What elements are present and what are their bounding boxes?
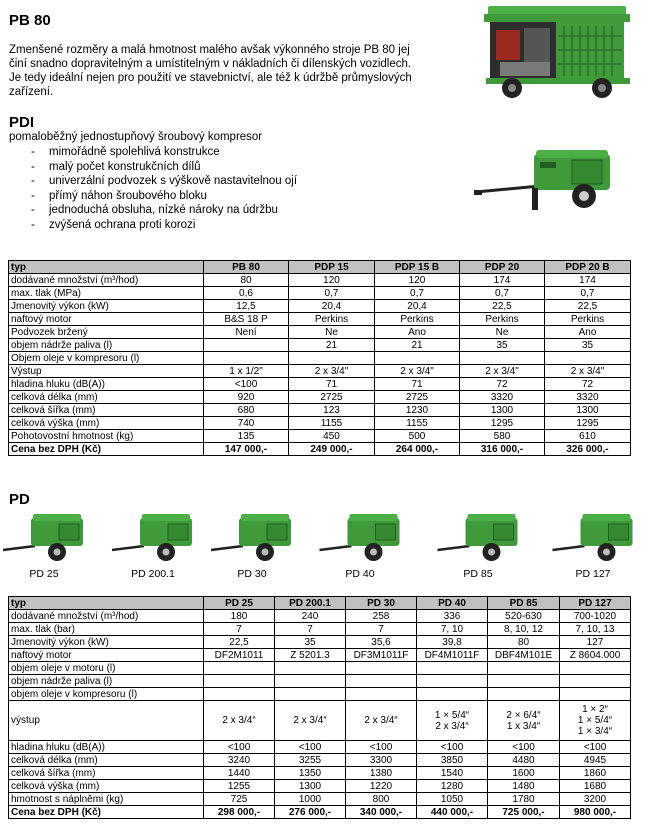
table-cell: 450 (289, 430, 375, 443)
table-cell (560, 662, 631, 675)
table-cell: 3850 (417, 754, 488, 767)
table-row (9, 417, 631, 430)
table-cell: 1220 (346, 780, 417, 793)
table-cell: 1 x 1/2" (204, 365, 289, 378)
row-label: hmotnost s náplněmi (kg) (9, 793, 204, 806)
pd-title: PD (9, 491, 30, 508)
table-row (9, 688, 631, 701)
row-label: celková výška (mm) (9, 780, 204, 793)
table-row (9, 675, 631, 688)
table-cell: 1255 (204, 780, 275, 793)
row-label: objem nádrže paliva (l) (9, 675, 204, 688)
table-cell: B&S 18 P (204, 313, 289, 326)
pd-model-caption: PD 30 (237, 568, 267, 580)
table-cell (275, 675, 346, 688)
table-cell: 21 (375, 339, 460, 352)
table-cell: 127 (560, 636, 631, 649)
price-cell: 326 000,- (545, 443, 631, 456)
pdi-feature-list (9, 145, 429, 232)
table-cell: 135 (204, 430, 289, 443)
price-cell: 725 000,- (488, 806, 560, 819)
column-header-model: PDP 20 (460, 261, 545, 274)
pdi-trailer-compressor-image (474, 140, 614, 214)
pdi-feature: - přímý náhon šroubového bloku (31, 189, 207, 202)
row-label: naftový motor (9, 313, 204, 326)
price-cell: 440 000,- (417, 806, 488, 819)
table-row (9, 339, 631, 352)
table-cell (417, 675, 488, 688)
table-cell (346, 662, 417, 675)
row-label: max. tlak (MPa) (9, 287, 204, 300)
table-cell: 7 (346, 623, 417, 636)
table-cell: 80 (488, 636, 560, 649)
row-label: naftový motor (9, 649, 204, 662)
pb80-description: Zmenšené rozměry a malá hmotnost malého avšak výkonného stroje PB 80 jej činí snadno dopravitelným a umístitelným v nákladních či dílenských vozidlech. Je tedy ideální nejen pro použití ve stavebnictví, ale též k údržbě průmyslových zařízení. (9, 44, 412, 98)
pdi-title: PDI (9, 114, 35, 131)
table-cell: 72 (545, 378, 631, 391)
column-header-model: PD 30 (346, 597, 417, 610)
column-header-typ: typ (9, 597, 204, 610)
column-header-model: PD 25 (204, 597, 275, 610)
table-cell: 2725 (289, 391, 375, 404)
table-cell (346, 675, 417, 688)
table-cell: 0,7 (375, 287, 460, 300)
table-cell: 2725 (375, 391, 460, 404)
table-cell: DF3M1011F (346, 649, 417, 662)
table-cell (275, 688, 346, 701)
table-cell: 4480 (488, 754, 560, 767)
table-row (9, 754, 631, 767)
table-header-row (9, 261, 631, 274)
table-cell: Perkins (289, 313, 375, 326)
table-cell: 4945 (560, 754, 631, 767)
table-cell: 1780 (488, 793, 560, 806)
price-label: Cena bez DPH (Kč) (9, 443, 204, 456)
table-cell: 1480 (488, 780, 560, 793)
table-cell: 258 (346, 610, 417, 623)
row-label: max. tlak (bar) (9, 623, 204, 636)
table-cell: 71 (289, 378, 375, 391)
price-row (9, 806, 631, 819)
table-cell: 12,5 (204, 300, 289, 313)
table-cell: Perkins (460, 313, 545, 326)
pd-trailer-compressor-image (108, 508, 198, 564)
table-cell (560, 688, 631, 701)
table-cell: 35,6 (346, 636, 417, 649)
pd-trailer-compressor-image (544, 508, 643, 564)
table-cell: Ne (460, 326, 545, 339)
table-cell: 0,6 (204, 287, 289, 300)
table-cell: 20,4 (289, 300, 375, 313)
table-cell (417, 688, 488, 701)
table-cell: <100 (346, 741, 417, 754)
table-cell: 120 (289, 274, 375, 287)
table-cell: 500 (375, 430, 460, 443)
table-cell: <100 (417, 741, 488, 754)
table-cell (375, 352, 460, 365)
table-cell: 725 (204, 793, 275, 806)
table-cell: 3300 (346, 754, 417, 767)
row-label: celková délka (mm) (9, 391, 204, 404)
table-row (9, 610, 631, 623)
row-label: dodávané množství (m³/hod) (9, 274, 204, 287)
table-row (9, 378, 631, 391)
table-cell: 7, 10 (417, 623, 488, 636)
table-cell: 22,5 (460, 300, 545, 313)
table-cell: 1 × 2“ 1 × 5/4“ 1 × 3/4“ (560, 701, 631, 741)
table-cell (204, 688, 275, 701)
table-cell: 1050 (417, 793, 488, 806)
table-cell: 1300 (460, 404, 545, 417)
table-cell: <100 (204, 741, 275, 754)
table-cell: 7 (204, 623, 275, 636)
table-cell (488, 675, 560, 688)
table-cell: <100 (560, 741, 631, 754)
table-cell: 2 x 3/4" (375, 365, 460, 378)
table-cell: 0,7 (545, 287, 631, 300)
row-label: Jmenovitý výkon (kW) (9, 636, 204, 649)
pd-model-caption: PD 85 (463, 568, 493, 580)
table-row (9, 741, 631, 754)
table-row (9, 326, 631, 339)
table-cell: 800 (346, 793, 417, 806)
table-cell: 1380 (346, 767, 417, 780)
table-cell: 740 (204, 417, 289, 430)
table-cell: 1350 (275, 767, 346, 780)
pdi-feature: - mimořádně spolehlivá konstrukce (31, 146, 220, 158)
row-label: objem oleje v kompresoru (l) (9, 688, 204, 701)
table-cell: 1 × 5/4“ 2 x 3/4“ (417, 701, 488, 741)
table-cell: 1680 (560, 780, 631, 793)
table-cell: 3255 (275, 754, 346, 767)
table-cell: 7 (275, 623, 346, 636)
table-cell: 610 (545, 430, 631, 443)
price-row (9, 443, 631, 456)
table-cell (204, 339, 289, 352)
pdi-subtitle: pomaloběžný jednostupňový šroubový kompresor (9, 131, 263, 143)
table-cell (289, 352, 375, 365)
table-row (9, 623, 631, 636)
table-row (9, 662, 631, 675)
table-cell: 3320 (545, 391, 631, 404)
table-cell (417, 662, 488, 675)
price-cell: 264 000,- (375, 443, 460, 456)
table-cell: <100 (488, 741, 560, 754)
row-label: Pohotovostní hmotnost (kg) (9, 430, 204, 443)
row-label: celková šířka (mm) (9, 404, 204, 417)
table-cell: Z 8604.000 (560, 649, 631, 662)
row-label: objem oleje v motoru (l) (9, 662, 204, 675)
table-cell (488, 688, 560, 701)
price-label: Cena bez DPH (Kč) (9, 806, 204, 819)
table-cell: 2 x 3/4“ (204, 701, 275, 741)
table-cell: 35 (460, 339, 545, 352)
price-cell: 298 000,- (204, 806, 275, 819)
price-cell: 147 000,- (204, 443, 289, 456)
table-cell (560, 675, 631, 688)
table-cell (460, 352, 545, 365)
table-cell: 72 (460, 378, 545, 391)
table-cell: 1300 (545, 404, 631, 417)
pdi-feature: - malý počet konstrukčních dílů (31, 160, 201, 173)
table-cell (275, 662, 346, 675)
price-cell: 980 000,- (560, 806, 631, 819)
table-cell: 3320 (460, 391, 545, 404)
pd-trailer-compressor-image (429, 508, 528, 564)
table-cell: 3240 (204, 754, 275, 767)
pdi-feature: - zvýšená ochrana proti korozi (31, 218, 196, 231)
column-header-model: PDP 15 (289, 261, 375, 274)
table-row (9, 404, 631, 417)
table-cell (488, 662, 560, 675)
table-cell: 2 × 6/4“ 1 x 3/4“ (488, 701, 560, 741)
table-cell: 1600 (488, 767, 560, 780)
table-row (9, 391, 631, 404)
pd-trailer-compressor-image (209, 508, 295, 564)
table-cell: 520-630 (488, 610, 560, 623)
table-cell: 680 (204, 404, 289, 417)
pd-model-caption: PD 200.1 (131, 568, 175, 580)
column-header-model: PD 40 (417, 597, 488, 610)
column-header-model: PD 200.1 (275, 597, 346, 610)
table-cell: 1440 (204, 767, 275, 780)
table-cell: 35 (275, 636, 346, 649)
row-label: Objem oleje v kompresoru (l) (9, 352, 204, 365)
table-cell: 180 (204, 610, 275, 623)
table-cell (204, 675, 275, 688)
column-header-typ: typ (9, 261, 204, 274)
table-cell: 1155 (375, 417, 460, 430)
pdi-feature: - jednoduchá obsluha, nízké nároky na údržbu (31, 204, 278, 216)
row-label: Jmenovitý výkon (kW) (9, 300, 204, 313)
table-cell: 1860 (560, 767, 631, 780)
spec-table-pd (8, 596, 631, 819)
table-row (9, 780, 631, 793)
pd-model-caption: PD 40 (345, 568, 375, 580)
price-cell: 276 000,- (275, 806, 346, 819)
price-cell: 249 000,- (289, 443, 375, 456)
table-cell (204, 352, 289, 365)
table-row (9, 313, 631, 326)
table-cell: 120 (375, 274, 460, 287)
table-cell: 336 (417, 610, 488, 623)
pd-trailer-compressor-image (313, 508, 408, 564)
price-cell: 340 000,- (346, 806, 417, 819)
pd-model-caption: PD 25 (29, 568, 59, 580)
table-row (9, 636, 631, 649)
table-cell: 1000 (275, 793, 346, 806)
table-cell: 123 (289, 404, 375, 417)
row-label: Podvozek bržený (9, 326, 204, 339)
row-label: výstup (9, 701, 204, 741)
pd-model-caption: PD 127 (575, 568, 611, 580)
table-cell: 2 x 3/4“ (346, 701, 417, 741)
column-header-model: PDP 20 B (545, 261, 631, 274)
table-cell: 2 x 3/4" (545, 365, 631, 378)
table-cell (545, 352, 631, 365)
table-cell: Není (204, 326, 289, 339)
table-cell: DBF4M101E (488, 649, 560, 662)
table-cell: 39,8 (417, 636, 488, 649)
table-row (9, 300, 631, 313)
table-row (9, 649, 631, 662)
table-cell: 35 (545, 339, 631, 352)
table-cell: <100 (204, 378, 289, 391)
row-label: hladina hluku (dB(A)) (9, 378, 204, 391)
table-cell: 580 (460, 430, 545, 443)
table-row (9, 793, 631, 806)
table-cell: Ano (375, 326, 460, 339)
table-cell: 80 (204, 274, 289, 287)
table-cell: 1230 (375, 404, 460, 417)
table-cell (346, 688, 417, 701)
table-cell: 1155 (289, 417, 375, 430)
table-cell: Perkins (545, 313, 631, 326)
table-cell: 22,5 (545, 300, 631, 313)
column-header-model: PB 80 (204, 261, 289, 274)
spec-table-pdp (8, 260, 631, 456)
table-cell: 21 (289, 339, 375, 352)
table-cell: 920 (204, 391, 289, 404)
table-row (9, 287, 631, 300)
table-row (9, 767, 631, 780)
table-header-row (9, 597, 631, 610)
table-row (9, 352, 631, 365)
table-row (9, 365, 631, 378)
row-label: celková délka (mm) (9, 754, 204, 767)
table-cell: 2 x 3/4“ (275, 701, 346, 741)
table-cell: 0,7 (289, 287, 375, 300)
row-label: dodávané množství (m³/hod) (9, 610, 204, 623)
row-label: Výstup (9, 365, 204, 378)
table-cell: 1295 (545, 417, 631, 430)
row-label: hladina hluku (dB(A)) (9, 741, 204, 754)
table-cell (204, 662, 275, 675)
pb80-compressor-image (478, 2, 638, 100)
table-cell: 174 (460, 274, 545, 287)
row-label: objem nádrže paliva (l) (9, 339, 204, 352)
row-label: celková výška (mm) (9, 417, 204, 430)
table-cell: 71 (375, 378, 460, 391)
table-cell: Ne (289, 326, 375, 339)
column-header-model: PD 127 (560, 597, 631, 610)
table-cell: 2 x 3/4" (289, 365, 375, 378)
table-cell: Ano (545, 326, 631, 339)
table-cell: 2 x 3/4" (460, 365, 545, 378)
table-cell: 8, 10, 12 (488, 623, 560, 636)
pb80-title: PB 80 (9, 12, 51, 29)
table-cell: 0,7 (460, 287, 545, 300)
column-header-model: PDP 15 B (375, 261, 460, 274)
table-cell: 1280 (417, 780, 488, 793)
column-header-model: PD 85 (488, 597, 560, 610)
pd-trailer-compressor-image (1, 508, 87, 564)
table-cell: <100 (275, 741, 346, 754)
table-cell: 1300 (275, 780, 346, 793)
table-cell: 174 (545, 274, 631, 287)
table-row (9, 430, 631, 443)
pdi-feature: - univerzální podvozek s výškově nastavitelnou ojí (31, 175, 298, 187)
table-cell: 20,4 (375, 300, 460, 313)
table-row (9, 274, 631, 287)
table-cell: DF4M1011F (417, 649, 488, 662)
table-cell: 22,5 (204, 636, 275, 649)
table-cell: 3200 (560, 793, 631, 806)
table-row (9, 701, 631, 741)
table-cell: 240 (275, 610, 346, 623)
table-cell: 7, 10, 13 (560, 623, 631, 636)
table-cell: Perkins (375, 313, 460, 326)
table-cell: 1540 (417, 767, 488, 780)
table-cell: DF2M1011 (204, 649, 275, 662)
row-label: celková šířka (mm) (9, 767, 204, 780)
table-cell: Z 5201.3 (275, 649, 346, 662)
price-cell: 316 000,- (460, 443, 545, 456)
table-cell: 700-1020 (560, 610, 631, 623)
table-cell: 1295 (460, 417, 545, 430)
